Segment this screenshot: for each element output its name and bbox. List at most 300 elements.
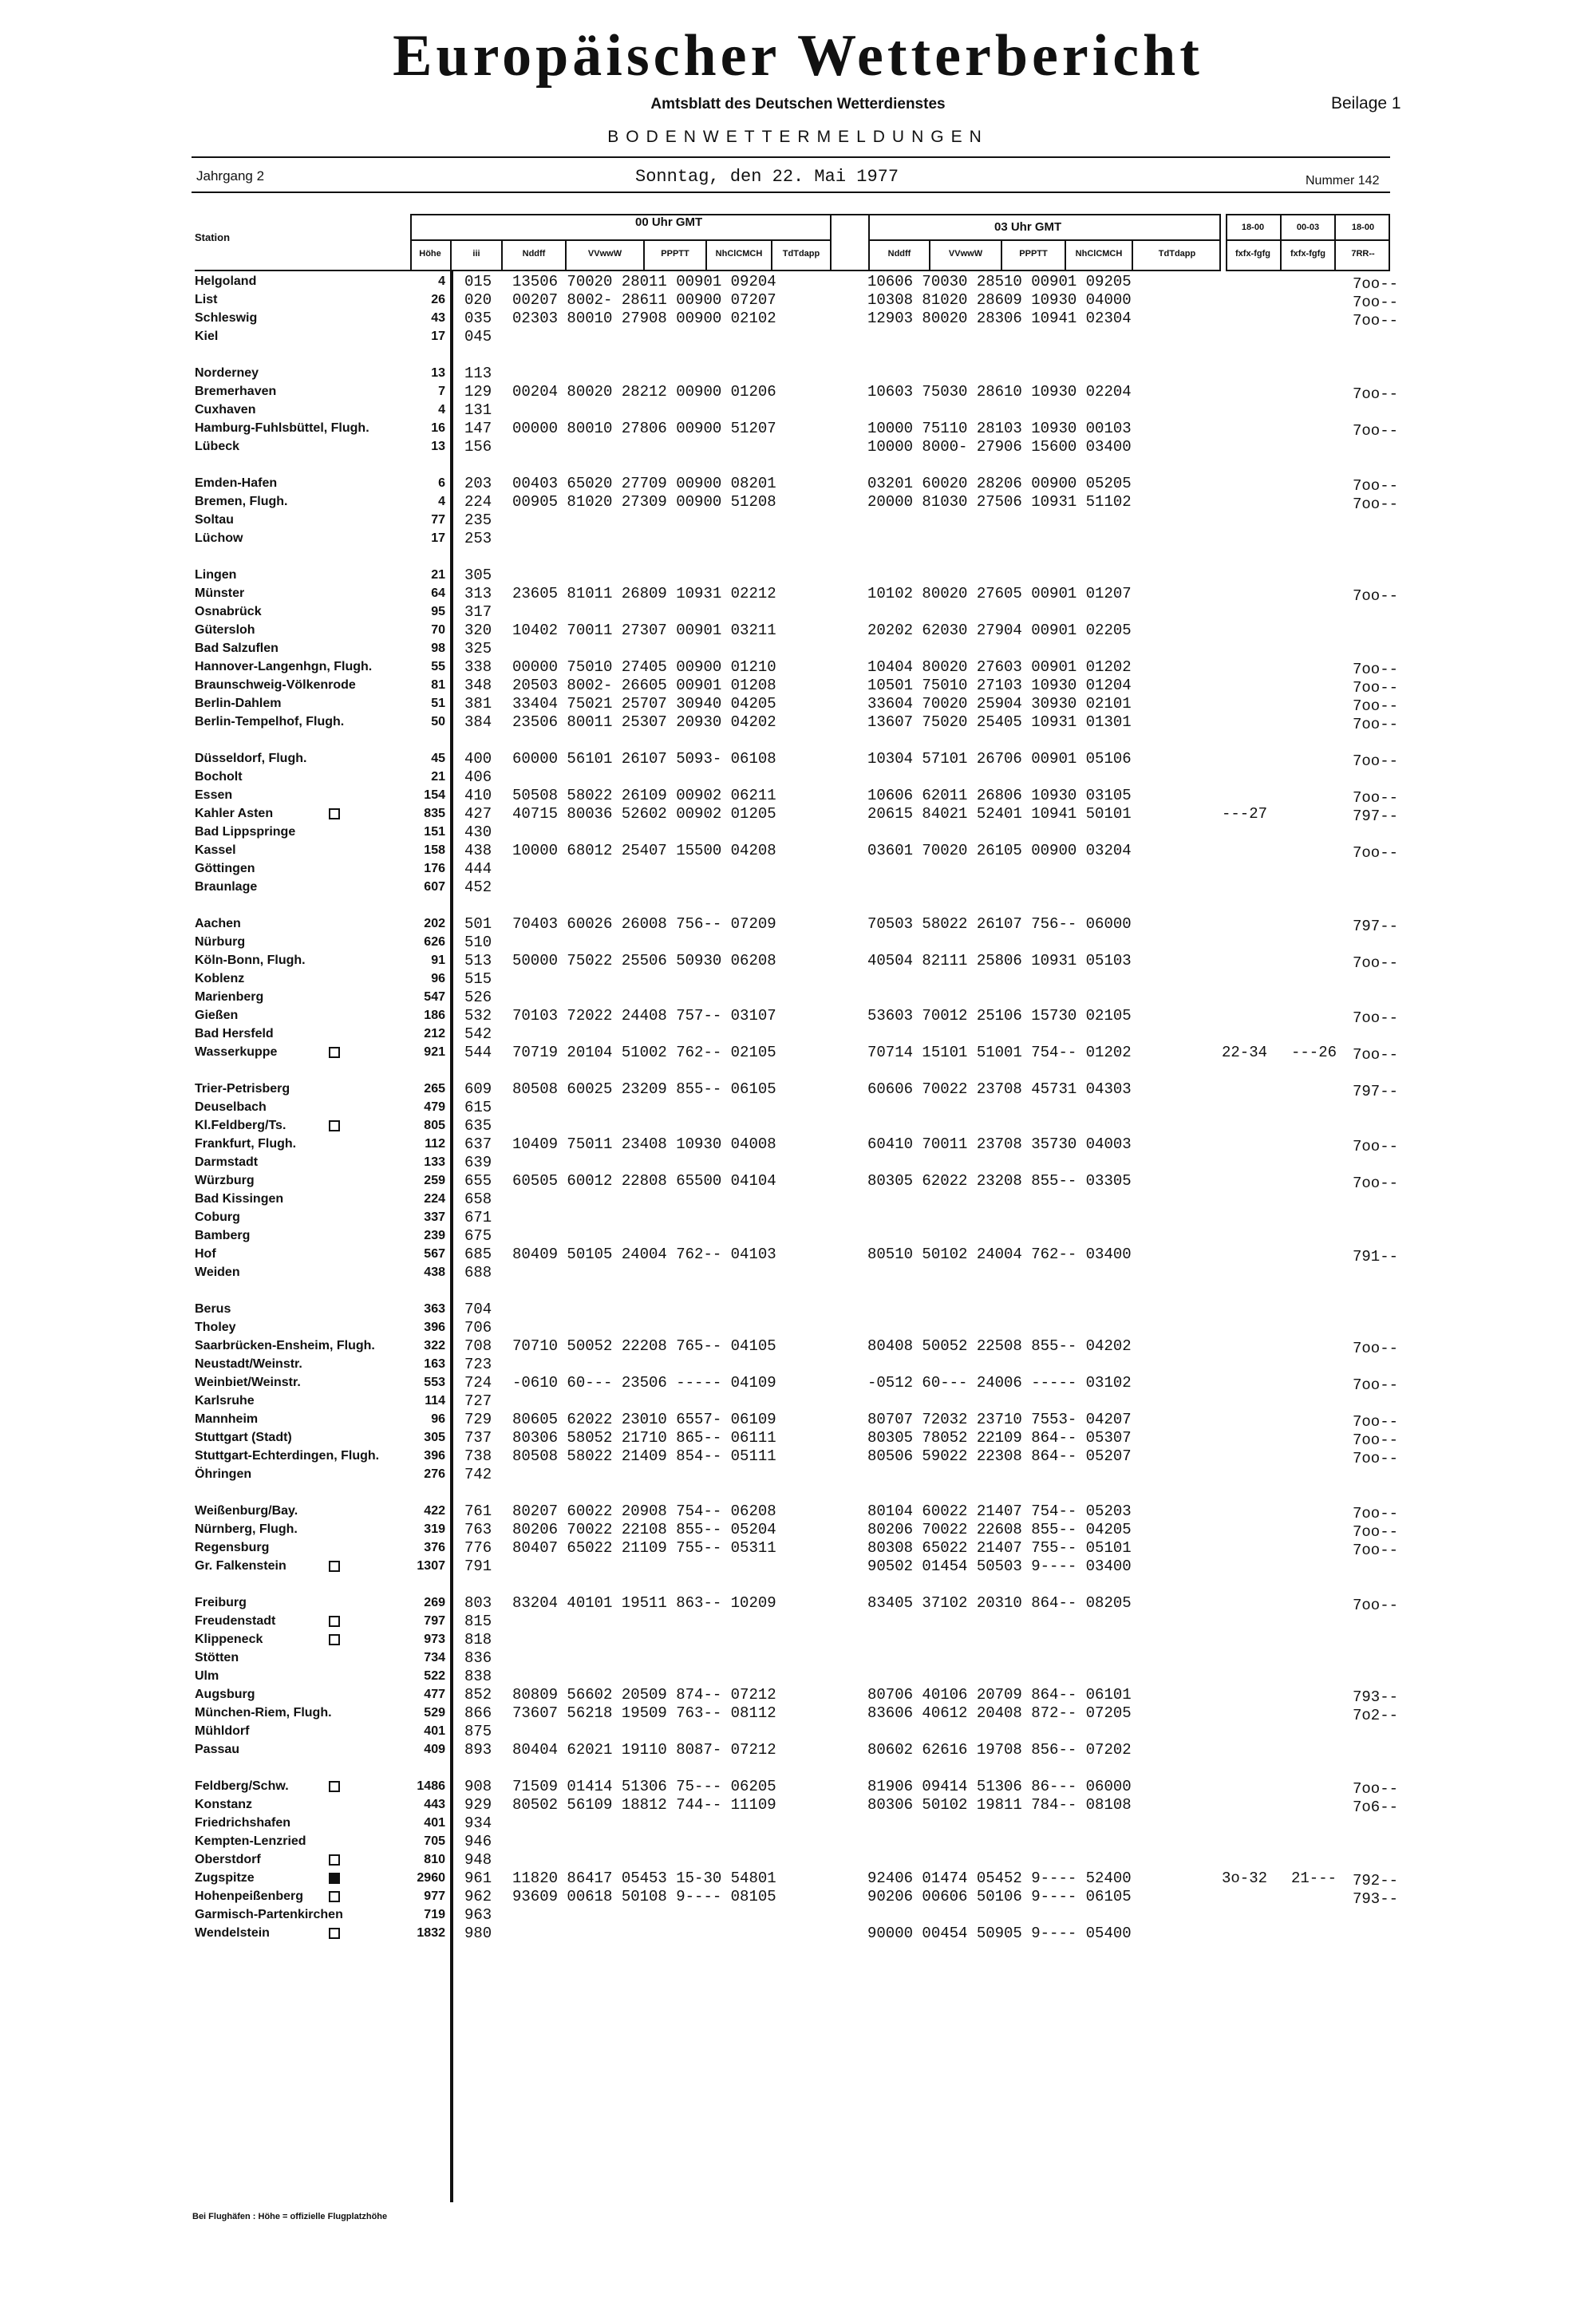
report-00-gmt: 70710 50052 22208 765-- 04105: [512, 1337, 776, 1355]
hoehe-header: Höhe: [419, 249, 441, 259]
station-name: Kl.Feldberg/Ts.: [195, 1119, 286, 1132]
station-height: 705: [424, 1834, 445, 1848]
station-name: Bad Lippspringe: [195, 825, 296, 839]
divider: [192, 156, 1390, 158]
station-name: Hannover-Langenhgn, Flugh.: [195, 660, 373, 673]
report-03-gmt: 80305 78052 22109 864-- 05307: [867, 1429, 1132, 1447]
station-name: Soltau: [195, 513, 234, 527]
report-00-gmt: 50508 58022 26109 00902 06211: [512, 787, 776, 804]
mountain-station-icon: [329, 1120, 340, 1131]
precip-code: 7oo--: [1353, 275, 1399, 293]
station-index: 615: [464, 1099, 492, 1116]
td-header: TdTdapp: [782, 249, 820, 259]
station-index: 400: [464, 750, 492, 768]
station-height: 81: [431, 678, 445, 692]
station-index: 406: [464, 768, 492, 786]
report-00-gmt: 80404 62021 19110 8087- 07212: [512, 1741, 776, 1759]
station-height: 16: [431, 421, 445, 435]
station-index: 675: [464, 1227, 492, 1245]
station-height: 973: [424, 1633, 445, 1646]
precip-code: 7oo--: [1353, 1340, 1399, 1357]
report-00-gmt: 00204 80020 28212 00900 01206: [512, 383, 776, 401]
report-03-gmt: 10603 75030 28610 10930 02204: [867, 383, 1132, 401]
station-height: 4: [438, 403, 445, 417]
iii-header: iii: [472, 249, 480, 259]
report-00-gmt: 50000 75022 25506 50930 06208: [512, 952, 776, 969]
report-03-gmt: 20202 62030 27904 00901 02205: [867, 622, 1132, 639]
station-index: 815: [464, 1613, 492, 1630]
precip-code: 7oo--: [1353, 679, 1399, 697]
report-00-gmt: 80508 58022 21409 854-- 05111: [512, 1447, 776, 1465]
station-height: 269: [424, 1596, 445, 1609]
report-03-gmt: 90502 01454 50503 9---- 03400: [867, 1558, 1132, 1575]
station-height: 396: [424, 1321, 445, 1334]
report-00-gmt: 80407 65022 21109 755-- 05311: [512, 1539, 776, 1557]
station-height: 547: [424, 990, 445, 1004]
station-height: 45: [431, 752, 445, 765]
report-03-gmt: 80104 60022 21407 754-- 05203: [867, 1502, 1132, 1520]
station-index: 838: [464, 1668, 492, 1685]
report-03-gmt: 60410 70011 23708 35730 04003: [867, 1135, 1132, 1153]
station-name: Berlin-Tempelhof, Flugh.: [195, 715, 345, 729]
station-index: 704: [464, 1301, 492, 1318]
station-height: 176: [424, 862, 445, 875]
td-header-03: TdTdapp: [1158, 249, 1196, 259]
subtitle: Amtsblatt des Deutschen Wetterdienstes: [650, 96, 946, 113]
mountain-station-icon: [329, 1891, 340, 1902]
station-name: Mühldorf: [195, 1724, 250, 1738]
station-name: Nürnberg, Flugh.: [195, 1522, 298, 1536]
station-height: 6: [438, 476, 445, 490]
station-index: 866: [464, 1704, 492, 1722]
report-03-gmt: 80308 65022 21407 755-- 05101: [867, 1539, 1132, 1557]
station-height: 376: [424, 1541, 445, 1554]
station-index: 156: [464, 438, 492, 456]
station-index: 427: [464, 805, 492, 823]
header-box-main: [410, 214, 1221, 271]
station-index: 510: [464, 934, 492, 951]
precip-code: 7oo--: [1353, 789, 1399, 807]
report-03-gmt: 03601 70020 26105 00900 03204: [867, 842, 1132, 859]
report-03-gmt: 10606 62011 26806 10930 03105: [867, 787, 1132, 804]
station-name: Göttingen: [195, 862, 255, 875]
station-height: 239: [424, 1229, 445, 1242]
station-name: Freudenstadt: [195, 1614, 276, 1628]
report-03-gmt: 81906 09414 51306 86--- 06000: [867, 1778, 1132, 1795]
station-index: 818: [464, 1631, 492, 1649]
jahrgang-label: Jahrgang 2: [196, 168, 265, 184]
station-name: Bocholt: [195, 770, 243, 784]
station-height: 1307: [417, 1559, 445, 1573]
report-03-gmt: 80706 40106 20709 864-- 06101: [867, 1686, 1132, 1704]
column-rule: [452, 271, 453, 2202]
report-03-gmt: 20615 84021 52401 10941 50101: [867, 805, 1132, 823]
station-height: 401: [424, 1724, 445, 1738]
station-height: 55: [431, 660, 445, 673]
report-03-gmt: 70503 58022 26107 756-- 06000: [867, 915, 1132, 933]
station-height: 154: [424, 788, 445, 802]
nh-header-03: NhClCMCH: [1075, 249, 1123, 259]
station-index: 980: [464, 1925, 492, 1942]
station-index: 836: [464, 1649, 492, 1667]
station-name: Zugspitze: [195, 1871, 255, 1885]
station-name: Hamburg-Fuhlsbüttel, Flugh.: [195, 421, 369, 435]
station-height: 4: [438, 274, 445, 288]
report-00-gmt: 80605 62022 23010 6557- 06109: [512, 1411, 776, 1428]
nh-header: NhClCMCH: [715, 249, 763, 259]
station-index: 325: [464, 640, 492, 657]
station-name: Karlsruhe: [195, 1394, 255, 1408]
station-height: 805: [424, 1119, 445, 1132]
station-index: 639: [464, 1154, 492, 1171]
station-height: 98: [431, 642, 445, 655]
header-divider: [1226, 239, 1390, 241]
period-header: 18-00: [1241, 223, 1265, 232]
station-index: 761: [464, 1502, 492, 1520]
station-index: 203: [464, 475, 492, 492]
station-name: Essen: [195, 788, 233, 802]
station-index: 131: [464, 401, 492, 419]
station-index: 444: [464, 860, 492, 878]
precip-code: 797--: [1353, 918, 1399, 935]
station-height: 133: [424, 1155, 445, 1169]
station-name: List: [195, 293, 218, 306]
gmt00-header: 00 Uhr GMT: [635, 215, 703, 229]
precip-code: 7oo--: [1353, 312, 1399, 330]
station-index: 934: [464, 1814, 492, 1832]
station-name: Frankfurt, Flugh.: [195, 1137, 297, 1151]
station-height: 477: [424, 1688, 445, 1701]
precip-code: 7oo--: [1353, 496, 1399, 513]
station-index: 542: [464, 1025, 492, 1043]
station-index: 235: [464, 511, 492, 529]
report-03-gmt: 80510 50102 24004 762-- 03400: [867, 1246, 1132, 1263]
station-name: Osnabrück: [195, 605, 262, 618]
station-index: 338: [464, 658, 492, 676]
report-03-gmt: 83606 40612 20408 872-- 07205: [867, 1704, 1132, 1722]
station-name: Kassel: [195, 843, 236, 857]
report-00-gmt: 80206 70022 22108 855-- 05204: [512, 1521, 776, 1538]
station-index: 742: [464, 1466, 492, 1483]
precip-code: 7oo--: [1353, 422, 1399, 440]
station-height: 1832: [417, 1926, 445, 1940]
pppt-header: PPPTT: [661, 249, 689, 259]
precip-code: 7oo--: [1353, 1009, 1399, 1027]
gust-18-00: 3o-32: [1222, 1870, 1268, 1887]
report-00-gmt: 13506 70020 28011 00901 09204: [512, 273, 776, 290]
report-03-gmt: 80306 50102 19811 784-- 08108: [867, 1796, 1132, 1814]
precip-code: 7oo--: [1353, 1431, 1399, 1449]
station-height: 835: [424, 807, 445, 820]
mountain-station-icon: [329, 1928, 340, 1939]
station-name: München-Riem, Flugh.: [195, 1706, 332, 1720]
station-name: Bad Kissingen: [195, 1192, 284, 1206]
gmt03-header: 03 Uhr GMT: [994, 220, 1062, 234]
precip-code: 7oo--: [1353, 752, 1399, 770]
report-03-gmt: 83405 37102 20310 864-- 08205: [867, 1594, 1132, 1612]
precip-code: 7oo--: [1353, 954, 1399, 972]
station-height: 21: [431, 568, 445, 582]
station-height: 443: [424, 1798, 445, 1811]
station-index: 381: [464, 695, 492, 713]
station-index: 724: [464, 1374, 492, 1392]
station-name: Oberstdorf: [195, 1853, 261, 1866]
station-index: 706: [464, 1319, 492, 1337]
station-name: Stuttgart (Stadt): [195, 1431, 292, 1444]
station-height: 21: [431, 770, 445, 784]
station-height: 438: [424, 1266, 445, 1279]
precip-code: 7oo--: [1353, 1450, 1399, 1467]
precip-code: 791--: [1353, 1248, 1399, 1266]
station-height: 7: [438, 385, 445, 398]
rr-header: 7RR--: [1351, 249, 1375, 259]
station-index: 962: [464, 1888, 492, 1905]
station-name: Nürburg: [195, 935, 246, 949]
station-name: Wendelstein: [195, 1926, 270, 1940]
station-index: 727: [464, 1392, 492, 1410]
station-index: 908: [464, 1778, 492, 1795]
station-height: 734: [424, 1651, 445, 1664]
report-00-gmt: 10402 70011 27307 00901 03211: [512, 622, 776, 639]
report-03-gmt: 80602 62616 19708 856-- 07202: [867, 1741, 1132, 1759]
station-index: 305: [464, 567, 492, 584]
station-index: 776: [464, 1539, 492, 1557]
header-divider: [830, 214, 832, 271]
header-divider: [868, 214, 870, 271]
station-name: Gr. Falkenstein: [195, 1559, 286, 1573]
precip-code: 797--: [1353, 1083, 1399, 1100]
station-height: 17: [431, 531, 445, 545]
station-name: Coburg: [195, 1210, 240, 1224]
report-03-gmt: 40504 82111 25806 10931 05103: [867, 952, 1132, 969]
station-index: 045: [464, 328, 492, 345]
station-name: Marienberg: [195, 990, 264, 1004]
station-index: 430: [464, 823, 492, 841]
mountain-station-icon: [329, 808, 340, 819]
vvwww-header-03: VVwwW: [948, 249, 983, 259]
station-name: Klippeneck: [195, 1633, 263, 1646]
station-name: Kiel: [195, 330, 219, 343]
station-name: Bad Salzuflen: [195, 642, 279, 655]
station-index: 348: [464, 677, 492, 694]
precip-code: 7oo--: [1353, 716, 1399, 733]
mountain-station-icon: [329, 1616, 340, 1627]
report-00-gmt: 40715 80036 52602 00902 01205: [512, 805, 776, 823]
station-height: 479: [424, 1100, 445, 1114]
report-03-gmt: 92406 01474 05452 9---- 52400: [867, 1870, 1132, 1887]
beilage-label: Beilage 1: [1331, 94, 1401, 113]
precip-code: 7o6--: [1353, 1799, 1399, 1816]
station-header: Station: [195, 231, 231, 243]
report-00-gmt: 80508 60025 23209 855-- 06105: [512, 1080, 776, 1098]
station-name: Aachen: [195, 917, 241, 930]
header-divider: [410, 239, 830, 241]
station-name: Würzburg: [195, 1174, 255, 1187]
report-03-gmt: 20000 81030 27506 10931 51102: [867, 493, 1132, 511]
precip-code: 7oo--: [1353, 1046, 1399, 1064]
station-index: 637: [464, 1135, 492, 1153]
station-name: Berlin-Dahlem: [195, 697, 282, 710]
report-03-gmt: 10000 8000- 27906 15600 03400: [867, 438, 1132, 456]
station-height: 91: [431, 954, 445, 967]
precip-code: 7oo--: [1353, 1138, 1399, 1155]
page-title: Europäischer Wetterbericht: [393, 23, 1203, 89]
station-index: 501: [464, 915, 492, 933]
station-index: 035: [464, 310, 492, 327]
station-index: 317: [464, 603, 492, 621]
report-03-gmt: 10304 57101 26706 00901 05106: [867, 750, 1132, 768]
precip-code: 7oo--: [1353, 294, 1399, 311]
station-height: 337: [424, 1210, 445, 1224]
report-00-gmt: 11820 86417 05453 15-30 54801: [512, 1870, 776, 1887]
report-03-gmt: 80707 72032 23710 7553- 04207: [867, 1411, 1132, 1428]
precip-code: 7oo--: [1353, 385, 1399, 403]
station-name: Friedrichshafen: [195, 1816, 291, 1830]
report-00-gmt: 71509 01414 51306 75--- 06205: [512, 1778, 776, 1795]
station-name: Berus: [195, 1302, 231, 1316]
report-00-gmt: 83204 40101 19511 863-- 10209: [512, 1594, 776, 1612]
report-00-gmt: -0610 60--- 23506 ----- 04109: [512, 1374, 776, 1392]
station-height: 810: [424, 1853, 445, 1866]
station-height: 363: [424, 1302, 445, 1316]
station-index: 253: [464, 530, 492, 547]
station-height: 13: [431, 440, 445, 453]
station-name: Braunlage: [195, 880, 258, 894]
station-name: Trier-Petrisberg: [195, 1082, 290, 1096]
report-03-gmt: 10404 80020 27603 00901 01202: [867, 658, 1132, 676]
precip-code: 7oo--: [1353, 1376, 1399, 1394]
station-name: Freiburg: [195, 1596, 247, 1609]
report-00-gmt: 80207 60022 20908 754-- 06208: [512, 1502, 776, 1520]
header-underline: [195, 270, 442, 271]
station-index: 020: [464, 291, 492, 309]
report-00-gmt: 10409 75011 23408 10930 04008: [512, 1135, 776, 1153]
station-height: 163: [424, 1357, 445, 1371]
station-height: 112: [425, 1137, 445, 1151]
station-index: 384: [464, 713, 492, 731]
report-00-gmt: 70719 20104 51002 762-- 02105: [512, 1044, 776, 1061]
mountain-station-icon: [329, 1561, 340, 1572]
station-index: 803: [464, 1594, 492, 1612]
report-03-gmt: 10606 70030 28510 00901 09205: [867, 273, 1132, 290]
station-height: 1486: [417, 1779, 445, 1793]
station-name: Neustadt/Weinstr.: [195, 1357, 302, 1371]
station-name: Konstanz: [195, 1798, 252, 1811]
report-03-gmt: 70714 15101 51001 754-- 01202: [867, 1044, 1132, 1061]
station-index: 763: [464, 1521, 492, 1538]
station-name: Saarbrücken-Ensheim, Flugh.: [195, 1339, 375, 1352]
precip-code: 793--: [1353, 1688, 1399, 1706]
report-03-gmt: 80408 50052 22508 855-- 04202: [867, 1337, 1132, 1355]
date-label: Sonntag, den 22. Mai 1977: [635, 167, 899, 187]
gust-00-03: ---26: [1291, 1044, 1337, 1061]
report-03-gmt: -0512 60--- 24006 ----- 03102: [867, 1374, 1132, 1392]
station-index: 929: [464, 1796, 492, 1814]
station-index: 737: [464, 1429, 492, 1447]
station-name: Regensburg: [195, 1541, 270, 1554]
footnote: Bei Flughäfen : Höhe = offizielle Flugplatzhöhe: [192, 2212, 388, 2221]
station-name: Mannheim: [195, 1412, 259, 1426]
station-height: 553: [424, 1376, 445, 1389]
precip-code: 7oo--: [1353, 661, 1399, 678]
station-height: 626: [424, 935, 445, 949]
station-index: 723: [464, 1356, 492, 1373]
station-index: 655: [464, 1172, 492, 1190]
station-name: Augsburg: [195, 1688, 255, 1701]
station-index: 147: [464, 420, 492, 437]
station-name: Weiden: [195, 1266, 240, 1279]
report-00-gmt: 00905 81020 27309 00900 51208: [512, 493, 776, 511]
report-03-gmt: 60606 70022 23708 45731 04303: [867, 1080, 1132, 1098]
station-height: 64: [431, 586, 445, 600]
station-index: 963: [464, 1906, 492, 1924]
station-height: 95: [431, 605, 445, 618]
station-height: 921: [424, 1045, 445, 1059]
station-index: 671: [464, 1209, 492, 1226]
station-name: Köln-Bonn, Flugh.: [195, 954, 306, 967]
station-index: 532: [464, 1007, 492, 1025]
precip-code: 7o2--: [1353, 1707, 1399, 1724]
station-height: 2960: [417, 1871, 445, 1885]
station-height: 202: [424, 917, 445, 930]
report-00-gmt: 73607 56218 19509 763-- 08112: [512, 1704, 776, 1722]
station-height: 114: [425, 1394, 445, 1408]
station-height: 4: [438, 495, 445, 508]
station-name: Helgoland: [195, 274, 257, 288]
precip-code: 7oo--: [1353, 1505, 1399, 1522]
station-index: 526: [464, 989, 492, 1006]
station-height: 319: [424, 1522, 445, 1536]
report-00-gmt: 80306 58052 21710 865-- 06111: [512, 1429, 776, 1447]
station-name: Düsseldorf, Flugh.: [195, 752, 307, 765]
station-height: 51: [431, 697, 445, 710]
station-index: 791: [464, 1558, 492, 1575]
report-00-gmt: 60505 60012 22808 65500 04104: [512, 1172, 776, 1190]
report-03-gmt: 03201 60020 28206 00900 05205: [867, 475, 1132, 492]
report-03-gmt: 33604 70020 25904 30930 02101: [867, 695, 1132, 713]
report-00-gmt: 60000 56101 26107 5093- 06108: [512, 750, 776, 768]
station-name: Hohenpeißenberg: [195, 1889, 304, 1903]
station-index: 729: [464, 1411, 492, 1428]
station-name: Lingen: [195, 568, 237, 582]
station-index: 438: [464, 842, 492, 859]
station-index: 129: [464, 383, 492, 401]
station-name: Deuselbach: [195, 1100, 267, 1114]
station-name: Feldberg/Schw.: [195, 1779, 289, 1793]
station-index: 513: [464, 952, 492, 969]
station-name: Lüchow: [195, 531, 243, 545]
divider: [192, 192, 1390, 193]
station-height: 567: [424, 1247, 445, 1261]
station-name: Kempten-Lenzried: [195, 1834, 306, 1848]
station-index: 015: [464, 273, 492, 290]
precip-code: 7oo--: [1353, 1780, 1399, 1798]
report-00-gmt: 00403 65020 27709 00900 08201: [512, 475, 776, 492]
report-00-gmt: 00000 80010 27806 00900 51207: [512, 420, 776, 437]
period-header: 18-00: [1351, 223, 1375, 232]
issue-number: Nummer 142: [1306, 174, 1380, 188]
station-name: Hof: [195, 1247, 216, 1261]
report-03-gmt: 90206 00606 50106 9---- 06105: [867, 1888, 1132, 1905]
station-name: Bremerhaven: [195, 385, 277, 398]
mountain-station-icon: [329, 1854, 340, 1866]
station-height: 50: [431, 715, 445, 729]
report-00-gmt: 23506 80011 25307 20930 04202: [512, 713, 776, 731]
precip-code: 7oo--: [1353, 477, 1399, 495]
station-index: 410: [464, 787, 492, 804]
station-name: Garmisch-Partenkirchen: [195, 1908, 343, 1921]
station-name: Kahler Asten: [195, 807, 274, 820]
